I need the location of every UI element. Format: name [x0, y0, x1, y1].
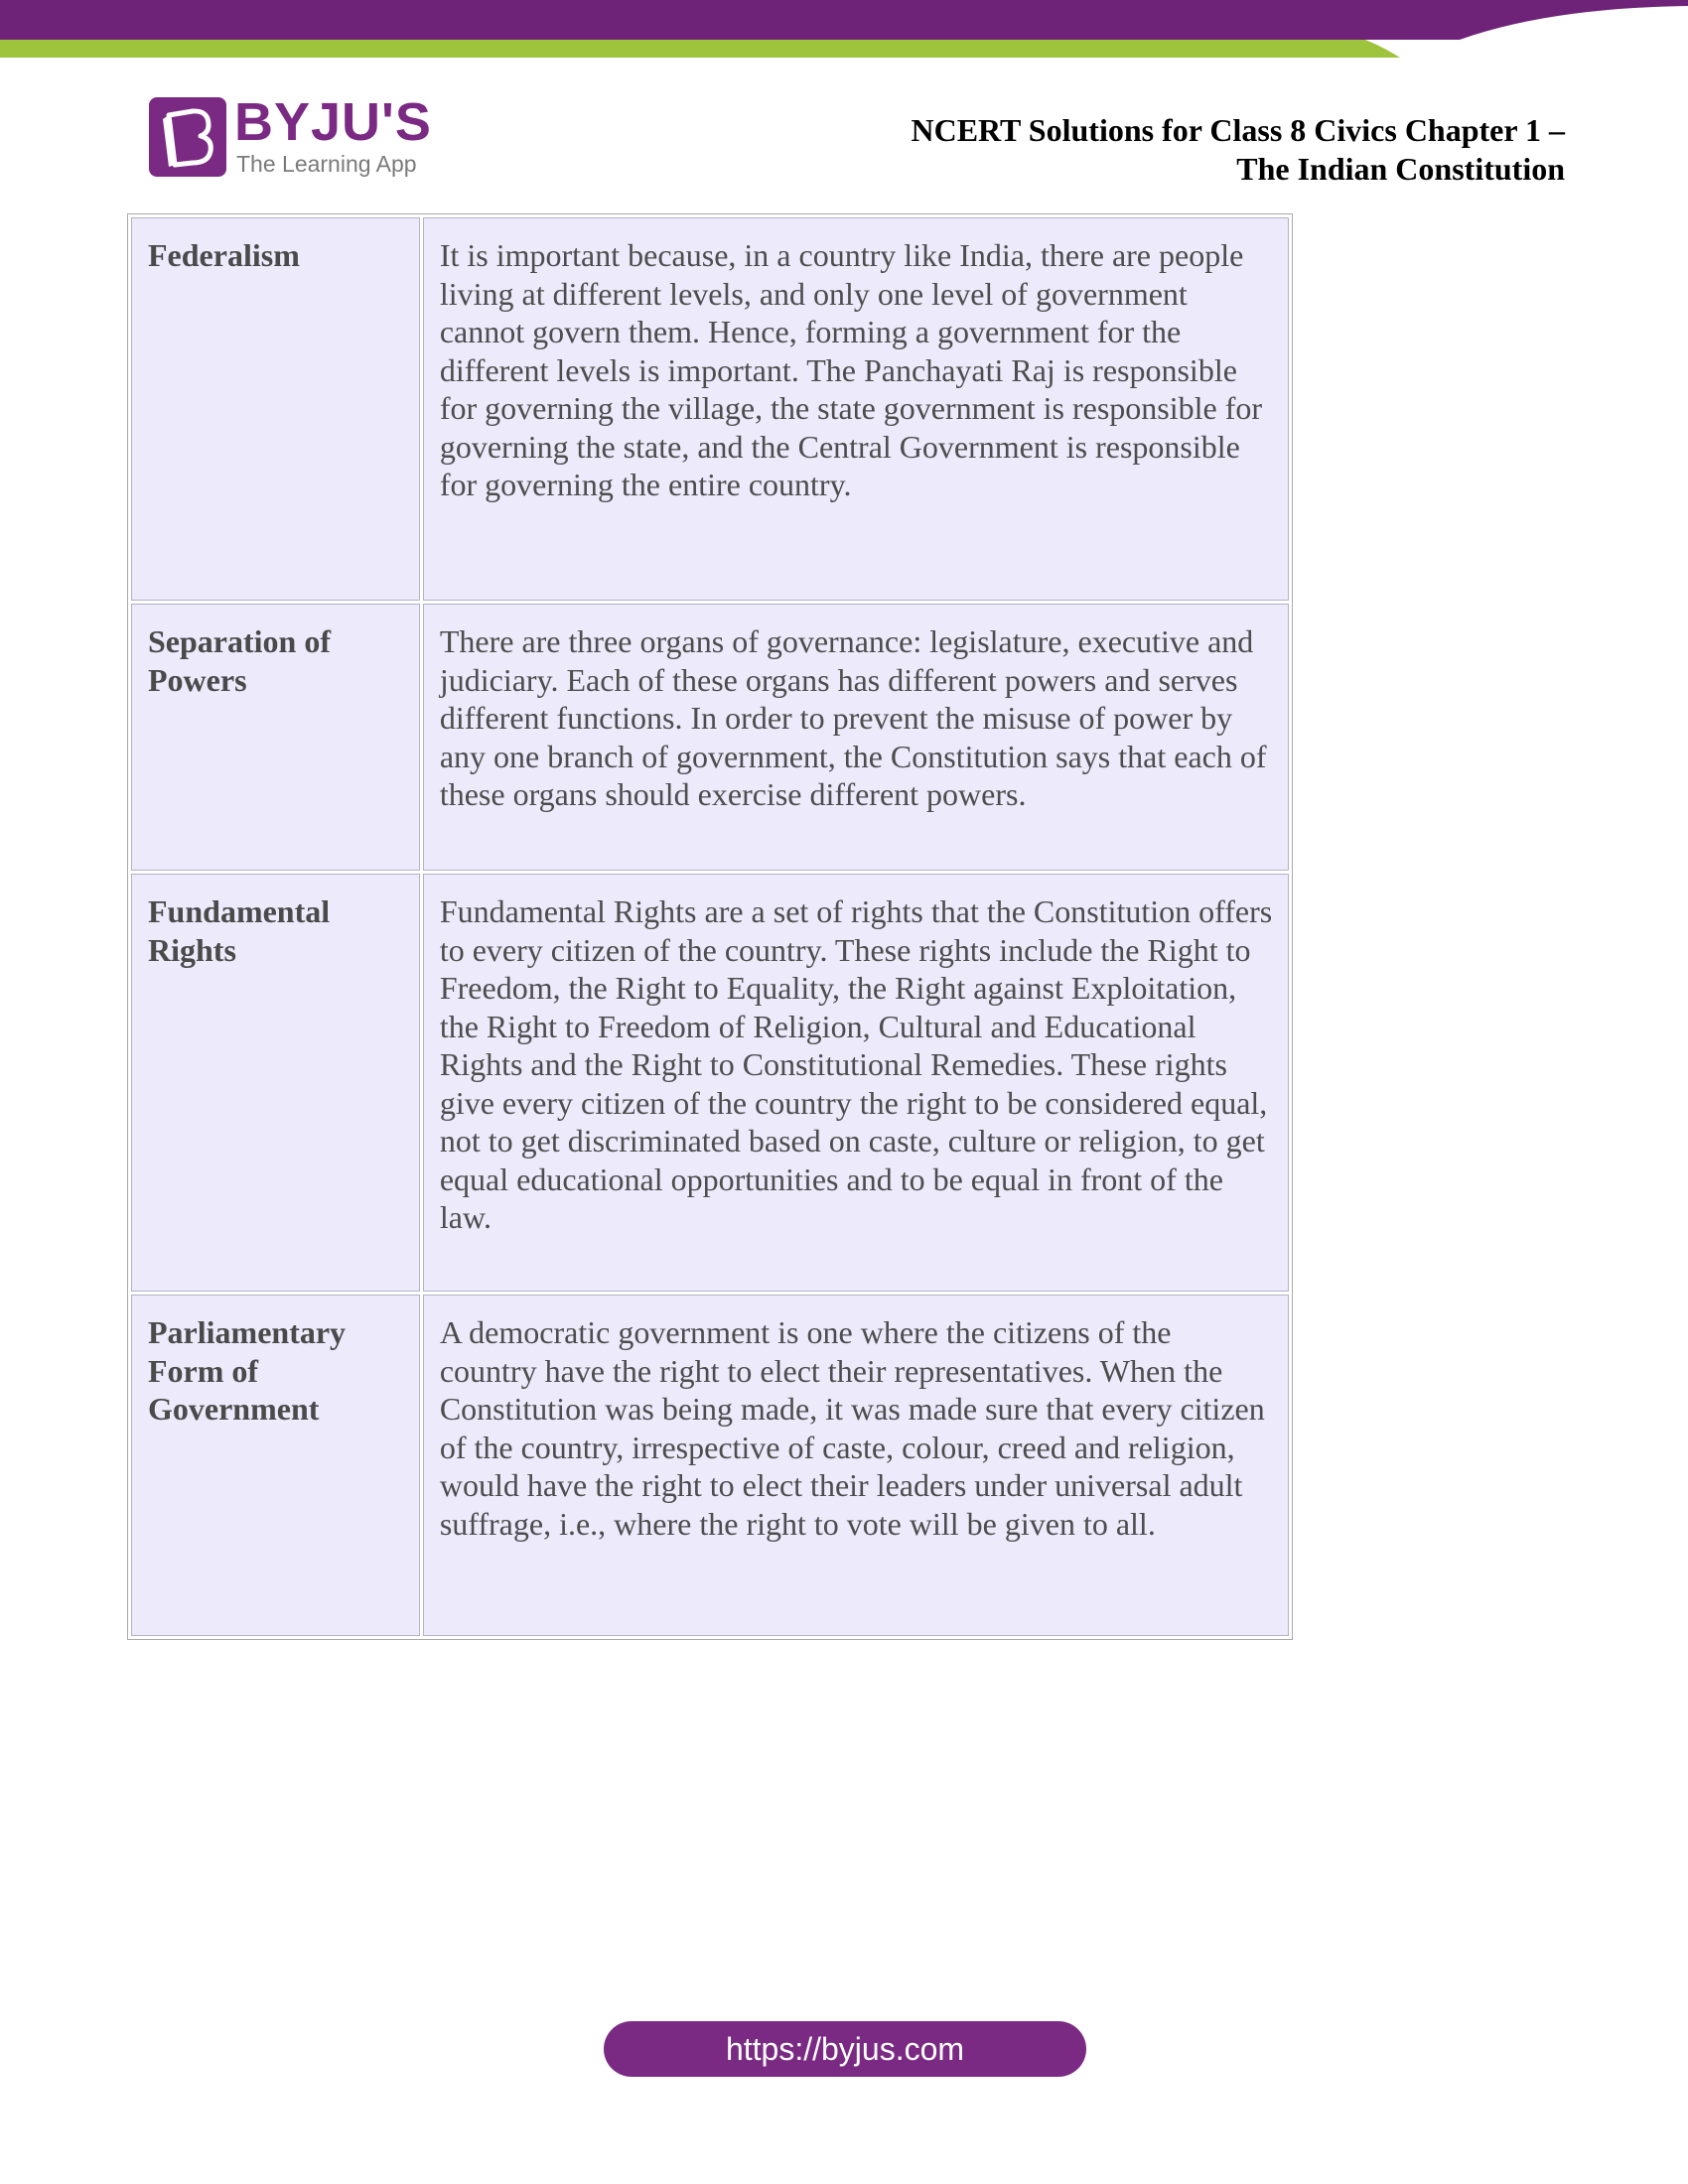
feature-term: Fundamental Rights: [131, 874, 420, 1292]
page-title: [810, 111, 1565, 189]
page-title-line-1: NCERT Solutions for Class 8 Civics Chapter 1 –: [911, 112, 1565, 148]
byjus-logo: [149, 92, 437, 181]
logo-wordmark: BYJU'S: [234, 92, 432, 152]
table-row: [131, 604, 1289, 871]
table-row: [131, 874, 1289, 1292]
header-decor-bands: [0, 0, 1688, 69]
table-row: [131, 217, 1289, 601]
feature-term: Parliamentary Form of Government: [131, 1295, 420, 1636]
constitution-features-table: [127, 213, 1293, 1640]
page-title-line-2: The Indian Constitution: [1236, 151, 1565, 187]
feature-description: A democratic government is one where the citizens of the country have the right to elect their representatives. When the Constitution was being made, it was made sure that every citizen of the country, irrespective of caste, colour, creed and religion, would have the right to elect their leaders under universal adult suffrage, i.e., where the right to vote will be given to all.: [423, 1295, 1289, 1636]
byjus-logo-mark-icon: [149, 97, 226, 177]
table-row: [131, 1295, 1289, 1636]
feature-description: It is important because, in a country like India, there are people living at different levels, and only one level of government cannot govern them. Hence, forming a government for the different levels is important. The Panchayati Raj is responsible for governing the village, the state government is responsible for governing the state, and the Central Government is responsible for governing the entire country.: [423, 217, 1289, 601]
footer-website-link[interactable]: https://byjus.com: [604, 2021, 1086, 2077]
feature-term: Separation of Powers: [131, 604, 420, 871]
feature-term: Federalism: [131, 217, 420, 601]
logo-tagline: The Learning App: [236, 151, 417, 177]
feature-description: Fundamental Rights are a set of rights that the Constitution offers to every citizen of the country. These rights include the Right to Freedom, the Right to Equality, the Right against Exploitation, the Right to Freedom of Religion, Cultural and Educational Rights and the Right to Constitutional Remedies. These rights give every citizen of the country the right to be considered equal, not to get discriminated based on caste, culture or religion, to get equal educational opportunities and to be equal in front of the law.: [423, 874, 1289, 1292]
feature-description: There are three organs of governance: legislature, executive and judiciary. Each of these organs has different powers and serves different functions. In order to prevent the misuse of power by any one branch of government, the Constitution says that each of these organs should exercise different powers.: [423, 604, 1289, 871]
